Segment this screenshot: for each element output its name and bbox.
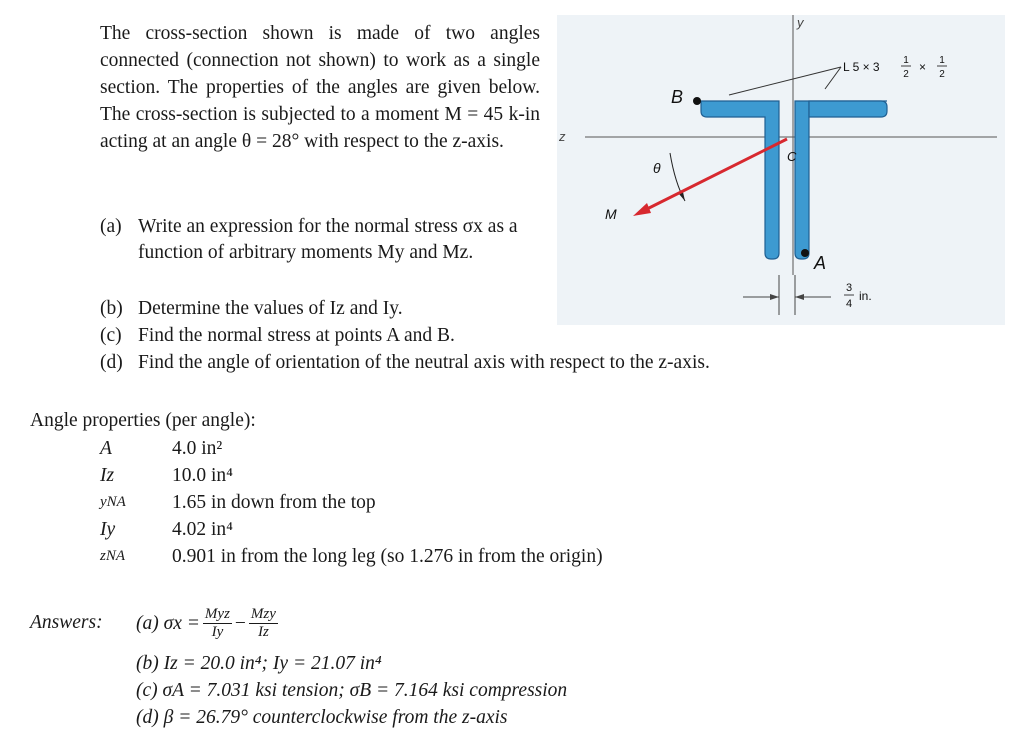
leader-line-left [729, 67, 841, 95]
answers-label: Answers: [30, 612, 103, 633]
fraction-denominator: Iy [211, 623, 224, 640]
question-c [100, 323, 700, 349]
property-row [0, 544, 1024, 569]
cross-section-figure [557, 15, 1005, 325]
property-row [0, 436, 1024, 461]
cross-section-svg [557, 15, 1005, 325]
property-row [0, 517, 1024, 542]
dim-num: 3 [845, 282, 853, 294]
dim-arrowhead-left [770, 294, 779, 300]
theta-label: θ [653, 160, 661, 176]
property-row [0, 490, 1024, 515]
point-a-marker [801, 249, 809, 257]
properties-title: Angle properties (per angle): [30, 410, 256, 431]
question-label: (b) [100, 298, 123, 319]
question-text: Find the normal stress at points A and B. [138, 325, 455, 346]
left-angle-section [701, 101, 779, 259]
property-symbol: zNA [100, 548, 126, 564]
dim-unit: in. [859, 289, 872, 303]
property-row [0, 463, 1024, 488]
point-b-marker [693, 97, 701, 105]
question-d [100, 350, 900, 376]
property-value: 1.65 in down from the top [172, 492, 376, 513]
answer-a-prefix: (a) σx = [136, 612, 200, 634]
question-text: Write an expression for the normal stress σx as a function of arbitrary moments My and Mz. [138, 216, 518, 263]
question-text: Find the angle of orientation of the neutral axis with respect to the z-axis. [138, 352, 710, 373]
answer-d: (d) β = 26.79° counterclockwise from the z-axis [136, 707, 508, 728]
right-angle-flange [809, 101, 887, 117]
fraction-numerator: Mzy [250, 605, 276, 622]
dim-den: 4 [845, 298, 853, 310]
point-b-label: B [671, 87, 684, 107]
answer-a-fraction-2 [249, 606, 278, 641]
y-axis-label: y [797, 15, 804, 30]
property-symbol: Iz [100, 465, 115, 486]
answer-a [136, 598, 281, 648]
z-axis-label: z [559, 129, 566, 144]
property-value: 4.02 in⁴ [172, 519, 233, 540]
property-value: 0.901 in from the long leg (so 1.276 in from the origin) [172, 546, 603, 567]
angle-frac2-den: 2 [939, 69, 945, 80]
fraction-numerator: Myz [204, 605, 230, 622]
property-value: 10.0 in⁴ [172, 465, 233, 486]
property-value: 4.0 in² [172, 438, 223, 459]
fraction-denominator: Iz [258, 623, 269, 640]
angle-frac2-num: 1 [939, 55, 945, 66]
answer-c: (c) σA = 7.031 ksi tension; σB = 7.164 ksi compression [136, 680, 568, 701]
centroid-label: C [787, 149, 797, 164]
answer-b: (b) Iz = 20.0 in⁴; Iy = 21.07 in⁴ [136, 653, 382, 674]
question-label: (c) [100, 325, 122, 346]
question-text: Determine the values of Iz and Iy. [138, 298, 403, 319]
question-label: (a) [100, 216, 122, 237]
moment-label: M [605, 206, 617, 222]
angle-times: × [919, 60, 927, 74]
answer-a-fraction-1 [203, 606, 232, 641]
point-a-label: A [814, 253, 827, 273]
properties-table [0, 436, 1024, 571]
property-symbol: A [100, 438, 112, 459]
moment-vector-arrowhead [633, 203, 651, 216]
angle-frac1-den: 2 [903, 69, 909, 80]
angle-spec-label: L 5 × 3 [843, 60, 880, 74]
angle-frac1-num: 1 [903, 55, 909, 66]
question-a [100, 214, 545, 266]
answer-a-minus: − [234, 612, 246, 634]
dim-arrowhead-right [795, 294, 804, 300]
right-angle-section [795, 101, 887, 259]
question-label: (d) [100, 352, 123, 373]
problem-statement: The cross-section shown is made of two angles connected (connection not shown) to work as a single section. The properties of the angles are given below. The cross-section is subjected to a moment M = 45 k-in acting at an angle θ = 28° with respect to the z-axis. [100, 23, 540, 152]
property-symbol: Iy [100, 519, 116, 540]
question-b [100, 296, 600, 322]
property-symbol: yNA [100, 494, 126, 510]
